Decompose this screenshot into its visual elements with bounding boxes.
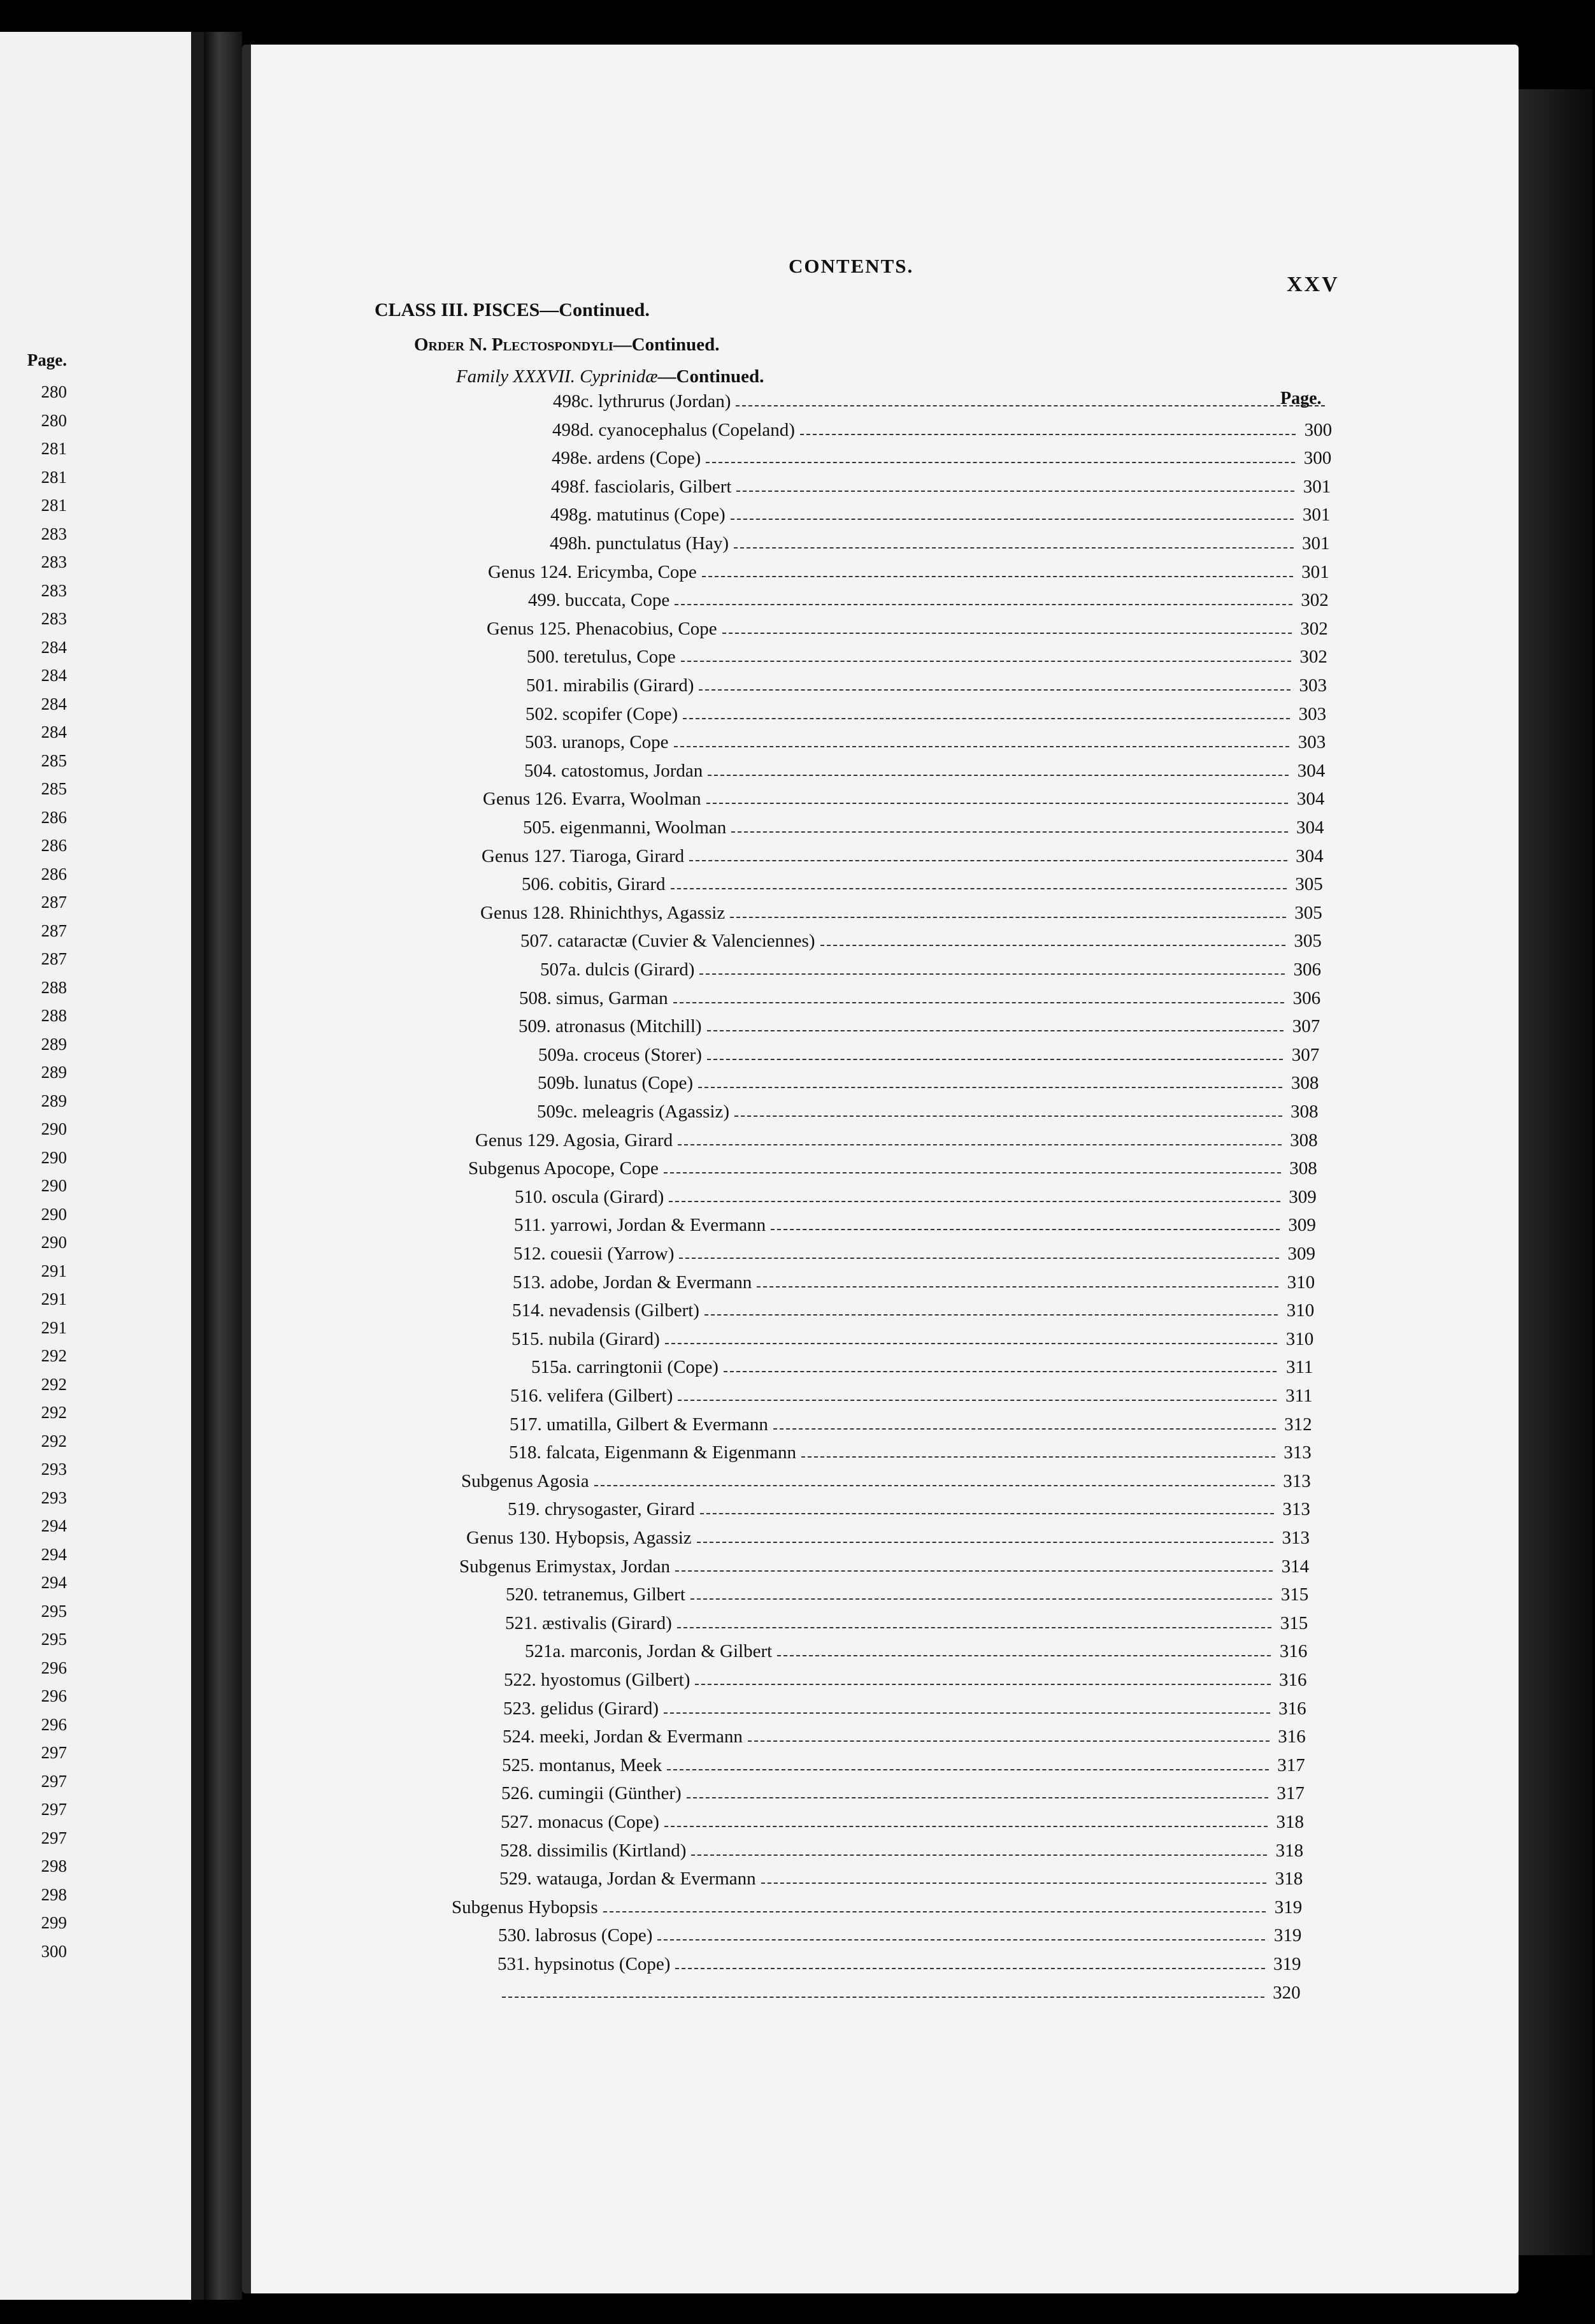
species-entry	[0, 1697, 1338, 1720]
left-page-number: 283	[41, 552, 67, 571]
left-page-number: 290	[41, 1204, 67, 1224]
leader-dots	[665, 1343, 1277, 1344]
entry-label: 515. nubila (Girard)	[511, 1328, 660, 1349]
entry-label: 509. atronasus (Mitchill)	[519, 1016, 702, 1037]
entry-label: 511. yarrowi, Jordan & Evermann	[514, 1215, 766, 1236]
entry-label: 509a. croceus (Storer)	[538, 1044, 702, 1065]
left-page-number: 281	[41, 496, 67, 515]
left-page-number: 292	[41, 1431, 67, 1451]
leader-dots	[677, 1627, 1271, 1628]
species-entry	[0, 645, 1338, 668]
species-entry	[0, 1384, 1338, 1407]
entry-page-number: 302	[1300, 618, 1328, 639]
species-entry	[0, 1725, 1338, 1748]
species-entry	[0, 1981, 1338, 2004]
order-continued: —Continued.	[613, 334, 720, 355]
entry-label: 513. adobe, Jordan & Evermann	[513, 1272, 752, 1293]
entry-page-number: 313	[1283, 1470, 1311, 1491]
entry-page-number: 308	[1289, 1158, 1317, 1179]
entry-label: 523. gelidus (Girard)	[503, 1698, 659, 1719]
genus-entry	[0, 787, 1338, 810]
left-page-number: 293	[41, 1488, 67, 1507]
species-entry	[0, 759, 1338, 782]
entry-page-number: 308	[1290, 1130, 1318, 1151]
family-continued: —Continued.	[657, 366, 764, 387]
genus-entry	[0, 901, 1338, 924]
left-page-number: 299	[41, 1913, 67, 1932]
entry-label: Subgenus Apocope, Cope	[468, 1158, 659, 1179]
leader-dots	[690, 1598, 1272, 1600]
species-entry	[0, 1953, 1338, 1976]
left-page-number: 290	[41, 1176, 67, 1195]
entry-page-number: 301	[1302, 505, 1331, 526]
species-entry	[0, 503, 1338, 526]
leader-dots	[800, 434, 1296, 435]
entry-label: 530. labrosus (Cope)	[498, 1925, 653, 1946]
entry-page-number: 312	[1284, 1414, 1312, 1435]
entry-label: 498h. punctulatus (Hay)	[550, 533, 729, 554]
leader-dots	[679, 1258, 1279, 1259]
species-entry	[0, 589, 1338, 612]
leader-dots	[708, 775, 1289, 776]
species-entry	[0, 1242, 1338, 1265]
species-entry	[0, 1186, 1338, 1209]
leader-dots	[748, 1740, 1270, 1742]
entry-page-number: 301	[1302, 533, 1330, 554]
entry-page-number: 303	[1298, 732, 1326, 753]
genus-entry	[0, 561, 1338, 584]
entry-page-number: 307	[1292, 1016, 1320, 1037]
leader-dots	[697, 1542, 1273, 1543]
entry-label: Subgenus Agosia	[461, 1470, 589, 1491]
leader-dots	[724, 1371, 1277, 1372]
subgenus-entry	[0, 1470, 1338, 1493]
entry-label: 503. uranops, Cope	[525, 732, 669, 753]
entry-page-number: 319	[1274, 1897, 1303, 1918]
left-page-number: 287	[41, 893, 67, 912]
left-page-number: 298	[41, 1856, 67, 1876]
leader-dots	[731, 519, 1294, 520]
species-entry	[0, 674, 1338, 697]
left-page-number: 297	[41, 1771, 67, 1791]
left-page-number: 298	[41, 1884, 67, 1904]
leader-dots	[687, 1797, 1268, 1798]
leader-dots	[702, 576, 1293, 577]
leader-dots	[664, 1172, 1281, 1173]
entry-page-number: 306	[1292, 987, 1321, 1008]
leader-dots	[699, 973, 1285, 975]
entry-label: 507. cataractæ (Cuvier & Valenciennes)	[520, 931, 815, 952]
left-page-number: 297	[41, 1828, 67, 1847]
entry-page-number: 305	[1295, 874, 1323, 895]
leader-dots	[681, 661, 1291, 662]
genus-entry	[0, 1526, 1338, 1549]
entry-page-number: 313	[1282, 1499, 1310, 1520]
entry-label: 498d. cyanocephalus (Copeland)	[552, 419, 795, 440]
leader-dots	[691, 1854, 1267, 1856]
entry-page-number: 310	[1285, 1328, 1314, 1349]
left-page-number: 286	[41, 807, 67, 827]
entry-page-number: 319	[1273, 1925, 1302, 1946]
left-page-number: 288	[41, 977, 67, 997]
left-page-number: 292	[41, 1374, 67, 1394]
family-label: Family XXXVII.	[456, 366, 575, 387]
left-page-number: 300	[41, 1941, 67, 1961]
entry-page-number: 318	[1275, 1840, 1304, 1861]
entry-label: 515a. carringtonii (Cope)	[531, 1357, 719, 1378]
species-entry	[0, 703, 1338, 726]
entry-label: 514. nevadensis (Gilbert)	[512, 1300, 699, 1321]
species-entry	[0, 1214, 1338, 1237]
left-page-number: 287	[41, 949, 67, 968]
entry-page-number: 304	[1296, 789, 1325, 810]
left-page-number: 283	[41, 580, 67, 600]
order-name: Order N. Plectospondyli	[414, 334, 613, 355]
entry-label: 522. hyostomus (Gilbert)	[504, 1670, 690, 1690]
entry-page-number: 311	[1285, 1386, 1313, 1406]
leader-dots	[801, 1456, 1275, 1458]
left-page-number: 291	[41, 1261, 67, 1280]
entry-label: Genus 125. Phenacobius, Cope	[487, 618, 717, 639]
entry-label: 509c. meleagris (Agassiz)	[537, 1101, 729, 1122]
entry-label: Subgenus Hybopsis	[452, 1897, 598, 1918]
left-page-number: 295	[41, 1630, 67, 1649]
leader-dots	[757, 1286, 1278, 1288]
entry-label: 527. monacus (Cope)	[501, 1812, 659, 1832]
left-page-number: 294	[41, 1516, 67, 1535]
leader-dots	[730, 917, 1286, 918]
leader-dots	[667, 1769, 1269, 1770]
species-entry	[0, 1299, 1338, 1322]
left-page-number: 293	[41, 1460, 67, 1479]
entry-page-number: 305	[1294, 931, 1322, 952]
left-page-number: 280	[41, 410, 67, 430]
entry-page-number: 316	[1279, 1670, 1307, 1690]
leader-dots	[773, 1428, 1276, 1430]
entry-label: 512. couesii (Yarrow)	[513, 1244, 675, 1264]
left-page-number: 288	[41, 1006, 67, 1025]
entry-page-number: 318	[1276, 1812, 1304, 1832]
entry-label: 498f. fasciolaris, Gilbert	[551, 476, 732, 497]
entry-label: Genus 124. Ericymba, Cope	[488, 561, 697, 582]
leader-dots	[502, 1997, 1264, 1998]
species-entry	[0, 1924, 1338, 1947]
left-page-number: 281	[41, 439, 67, 458]
entry-page-number: 316	[1279, 1641, 1308, 1662]
entry-label: 500. teretulus, Cope	[527, 647, 676, 668]
entry-page-number: 310	[1286, 1300, 1315, 1321]
leader-dots	[722, 633, 1292, 634]
species-entry	[0, 390, 1338, 413]
species-entry	[0, 1754, 1338, 1777]
left-page-number: 283	[41, 609, 67, 628]
page-edge	[1510, 89, 1592, 2255]
left-page-number: 286	[41, 864, 67, 884]
leader-dots	[675, 1968, 1265, 1969]
class-heading: CLASS III. PISCES—Continued.	[375, 299, 650, 320]
left-page-number: 295	[41, 1601, 67, 1621]
entry-page-number: 308	[1291, 1073, 1319, 1094]
entry-page-number: 308	[1291, 1101, 1319, 1122]
species-entry	[0, 958, 1338, 981]
entry-label: 518. falcata, Eigenmann & Eigenmann	[509, 1442, 796, 1463]
leader-dots	[777, 1655, 1271, 1656]
entry-page-number: 320	[1273, 1982, 1301, 2003]
leader-dots	[699, 689, 1291, 691]
entry-label: 501. mirabilis (Girard)	[526, 675, 694, 696]
entry-label: 498g. matutinus (Cope)	[550, 505, 726, 526]
left-page-number: 296	[41, 1686, 67, 1705]
left-page-number: 297	[41, 1743, 67, 1762]
entry-page-number: 309	[1289, 1186, 1317, 1207]
left-page-column-header: Page.	[27, 350, 67, 369]
entry-label: 498c. lythrurus (Jordan)	[553, 391, 731, 412]
entry-page-number: 304	[1296, 845, 1324, 866]
entry-page-number: 319	[1273, 1954, 1301, 1974]
leader-dots	[734, 1115, 1282, 1117]
leader-dots	[657, 1939, 1265, 1940]
left-page-number: 280	[41, 382, 67, 401]
entry-label: 531. hypsinotus (Cope)	[497, 1954, 671, 1974]
entry-page-number: 316	[1278, 1698, 1306, 1719]
species-entry	[0, 1441, 1338, 1464]
family-heading	[456, 366, 764, 387]
genus-entry	[0, 1129, 1338, 1152]
leader-dots	[674, 746, 1289, 747]
leader-dots	[736, 405, 1325, 406]
entry-page-number: 301	[1303, 476, 1331, 497]
leader-dots	[678, 1400, 1277, 1401]
left-page-number: 284	[41, 637, 67, 657]
species-entry	[0, 1668, 1338, 1691]
genus-entry	[0, 617, 1338, 640]
species-entry	[0, 475, 1338, 498]
entry-label: 525. montanus, Meek	[502, 1754, 662, 1775]
species-entry	[0, 1583, 1338, 1606]
entry-page-number: 316	[1278, 1726, 1306, 1747]
running-head: CONTENTS.	[789, 255, 914, 277]
entry-label: Genus 128. Rhinichthys, Agassiz	[480, 902, 726, 923]
species-entry	[0, 1640, 1338, 1663]
leader-dots	[683, 718, 1290, 719]
leader-dots	[706, 462, 1295, 463]
entry-label: 499. buccata, Cope	[528, 590, 670, 611]
species-entry	[0, 816, 1338, 839]
leader-dots	[706, 803, 1288, 804]
leader-dots	[673, 1002, 1284, 1003]
left-page-number: 292	[41, 1346, 67, 1365]
left-page-number: 290	[41, 1119, 67, 1138]
entry-page-number: 304	[1296, 817, 1324, 838]
entry-label: Subgenus Erimystax, Jordan	[459, 1556, 671, 1577]
species-entry	[0, 731, 1338, 754]
left-page-number: 292	[41, 1403, 67, 1422]
species-entry	[0, 1100, 1338, 1123]
entry-label: 505. eigenmanni, Woolman	[523, 817, 727, 838]
leader-dots	[820, 945, 1285, 946]
entry-label: 528. dissimilis (Kirtland)	[500, 1840, 687, 1861]
leader-dots	[700, 1513, 1274, 1514]
entry-page-number: 313	[1282, 1528, 1310, 1548]
entry-label: 507a. dulcis (Girard)	[540, 959, 695, 980]
species-entry	[0, 1044, 1338, 1066]
species-entry	[0, 1498, 1338, 1521]
left-page-number: 290	[41, 1147, 67, 1167]
leader-dots	[675, 1570, 1273, 1572]
species-entry	[0, 1072, 1338, 1094]
entry-page-number: 314	[1281, 1556, 1310, 1577]
entry-label: 521. æstivalis (Girard)	[505, 1612, 672, 1633]
leader-dots	[761, 1883, 1266, 1884]
leader-dots	[664, 1826, 1268, 1827]
leader-dots	[707, 1059, 1283, 1060]
entry-label: 506. cobitis, Girard	[522, 874, 666, 895]
left-page-number: 284	[41, 694, 67, 714]
left-page-number: 285	[41, 779, 67, 798]
left-page-number: 284	[41, 666, 67, 685]
leader-dots	[771, 1229, 1280, 1230]
species-entry	[0, 447, 1338, 470]
entry-label: 520. tetranemus, Gilbert	[506, 1584, 685, 1605]
subgenus-entry	[0, 1157, 1338, 1180]
species-entry	[0, 1867, 1338, 1890]
species-entry	[0, 873, 1338, 896]
entry-label: 521a. marconis, Jordan & Gilbert	[525, 1641, 773, 1662]
leader-dots	[698, 1087, 1282, 1088]
left-page-number: 283	[41, 524, 67, 543]
left-page-number: 296	[41, 1658, 67, 1677]
left-page-number: 289	[41, 1034, 67, 1054]
leader-dots	[705, 1314, 1278, 1316]
entry-label: 516. velifera (Gilbert)	[510, 1386, 673, 1406]
species-entry	[0, 1413, 1338, 1436]
entry-page-number: 306	[1293, 959, 1321, 980]
left-page-number: 297	[41, 1800, 67, 1819]
species-entry	[0, 987, 1338, 1010]
leader-dots	[671, 888, 1287, 889]
species-entry	[0, 419, 1338, 441]
entry-label: 526. cumingii (Günther)	[501, 1783, 682, 1804]
leader-dots	[731, 831, 1288, 833]
entry-page-number: 302	[1299, 647, 1327, 668]
entry-page-number: 315	[1280, 1612, 1308, 1633]
leader-dots	[736, 491, 1294, 492]
species-entry	[0, 1839, 1338, 1862]
left-page-number: 287	[41, 921, 67, 940]
species-entry	[0, 1356, 1338, 1379]
entry-label: Genus 126. Evarra, Woolman	[483, 789, 701, 810]
entry-label: Genus 129. Agosia, Girard	[475, 1130, 673, 1151]
entry-label: Genus 127. Tiaroga, Girard	[482, 845, 685, 866]
left-page-number: 284	[41, 722, 67, 742]
species-entry	[0, 532, 1338, 555]
leader-dots	[734, 547, 1294, 549]
entry-page-number: 303	[1299, 675, 1327, 696]
entry-label: 517. umatilla, Gilbert & Evermann	[510, 1414, 768, 1435]
species-entry	[0, 1811, 1338, 1833]
entry-page-number: 311	[1285, 1357, 1313, 1378]
family-name: Cyprinidæ	[580, 366, 658, 387]
entry-label: 524. meeki, Jordan & Evermann	[503, 1726, 743, 1747]
entry-label: 529. watauga, Jordan & Evermann	[499, 1869, 756, 1890]
leader-dots	[695, 1684, 1271, 1685]
order-heading	[414, 334, 719, 355]
entry-label: 502. scopifer (Cope)	[526, 703, 678, 724]
entry-page-number: 304	[1297, 760, 1326, 781]
leader-dots	[678, 1144, 1282, 1145]
entry-page-number: 318	[1275, 1869, 1303, 1890]
left-page-number: 289	[41, 1063, 67, 1082]
entry-label: 504. catostomus, Jordan	[524, 760, 703, 781]
entry-page-number: 300	[1304, 419, 1333, 440]
left-page-number: 289	[41, 1091, 67, 1110]
page-number: XXV	[1287, 273, 1340, 296]
leader-dots	[675, 604, 1292, 605]
left-page-number: 281	[41, 467, 67, 487]
entry-page-number: 300	[1303, 448, 1332, 469]
entry-label: Genus 130. Hybopsis, Agassiz	[466, 1528, 692, 1548]
entry-page-number: 317	[1277, 1754, 1305, 1775]
left-page-number: 294	[41, 1544, 67, 1564]
entry-page-number: 301	[1301, 561, 1329, 582]
entry-page-number: 309	[1288, 1215, 1316, 1236]
left-page-number: 286	[41, 836, 67, 855]
leader-dots	[603, 1911, 1266, 1912]
species-entry	[0, 1015, 1338, 1038]
entry-label: 510. oscula (Girard)	[515, 1186, 664, 1207]
species-entry	[0, 929, 1338, 952]
left-page-number: 294	[41, 1573, 67, 1592]
subgenus-entry	[0, 1896, 1338, 1919]
entry-label: 519. chrysogaster, Girard	[508, 1499, 695, 1520]
leader-dots	[689, 860, 1287, 861]
subgenus-entry	[0, 1555, 1338, 1578]
entry-label: 509b. lunatus (Cope)	[538, 1073, 694, 1094]
left-page-number: 290	[41, 1233, 67, 1252]
entry-page-number: 305	[1294, 902, 1322, 923]
species-entry	[0, 1782, 1338, 1805]
entry-label: 498e. ardens (Cope)	[552, 448, 701, 469]
entry-page-number: 303	[1298, 703, 1327, 724]
leader-dots	[669, 1201, 1280, 1202]
genus-entry	[0, 845, 1338, 868]
entry-page-number: 317	[1277, 1783, 1305, 1804]
species-entry	[0, 1612, 1338, 1635]
entry-page-number: 309	[1287, 1244, 1315, 1264]
entry-page-number: 302	[1301, 590, 1329, 611]
species-entry	[0, 1328, 1338, 1351]
page-column-header: Page.	[1280, 389, 1322, 408]
leader-dots	[594, 1485, 1275, 1486]
left-page-number: 296	[41, 1714, 67, 1734]
entry-label: 508. simus, Garman	[519, 987, 668, 1008]
entry-page-number: 313	[1284, 1442, 1312, 1463]
left-page-number: 291	[41, 1317, 67, 1337]
entry-page-number: 307	[1291, 1044, 1320, 1065]
entry-page-number: 315	[1280, 1584, 1309, 1605]
left-page-number: 285	[41, 750, 67, 770]
species-entry	[0, 1271, 1338, 1294]
leader-dots	[664, 1712, 1270, 1714]
left-page-number: 291	[41, 1289, 67, 1309]
leader-dots	[707, 1030, 1284, 1031]
entry-page-number: 310	[1287, 1272, 1315, 1293]
